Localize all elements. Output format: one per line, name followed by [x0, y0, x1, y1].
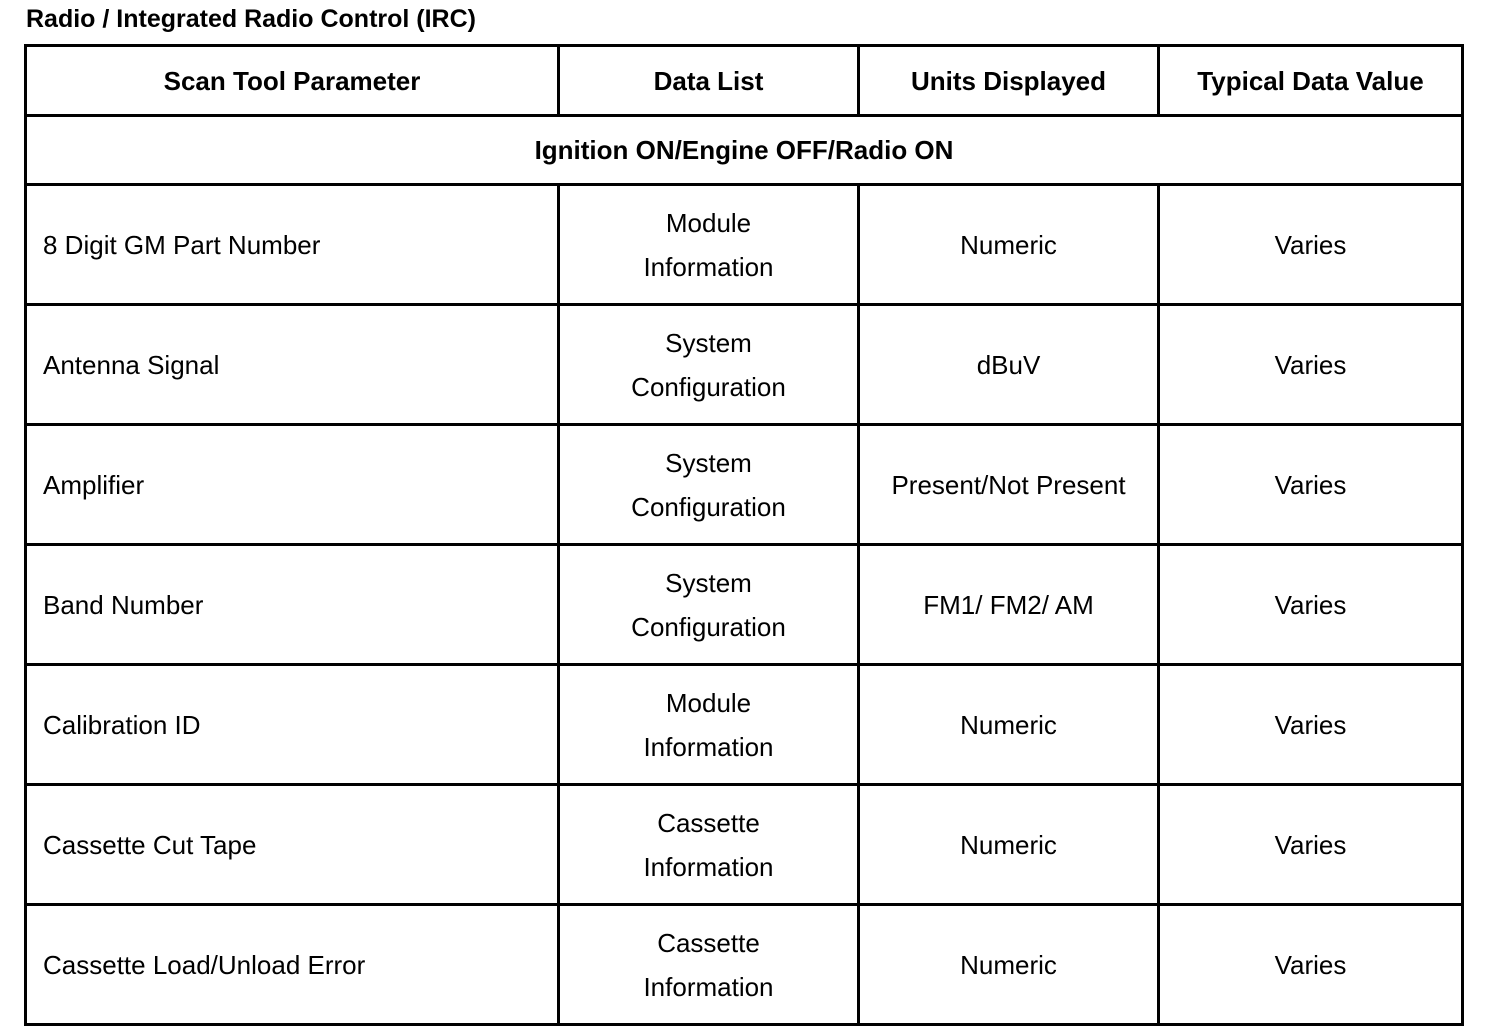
- units-cell: Present/Not Present: [859, 425, 1159, 545]
- data-list-line: System: [665, 567, 752, 598]
- data-list-line: Cassette: [657, 927, 760, 958]
- header-units-displayed: Units Displayed: [859, 46, 1159, 116]
- data-list-line: Module: [665, 687, 752, 718]
- table-row: [26, 785, 1463, 905]
- header-row: [26, 46, 1463, 116]
- header-typical-data-value: Typical Data Value: [1159, 46, 1463, 116]
- typical-value-cell: Varies: [1159, 665, 1463, 785]
- units-cell: FM1/ FM2/ AM: [859, 545, 1159, 665]
- data-list-line: Information: [643, 971, 774, 1002]
- units-cell: Numeric: [859, 185, 1159, 305]
- data-list-line: Configuration: [631, 371, 786, 402]
- data-list-cell: [559, 545, 859, 665]
- typical-value-cell: Varies: [1159, 185, 1463, 305]
- typical-value-cell: Varies: [1159, 425, 1463, 545]
- header-data-list: Data List: [559, 46, 859, 116]
- units-cell: Numeric: [859, 665, 1159, 785]
- section-label: Ignition ON/Engine OFF/Radio ON: [26, 116, 1463, 185]
- units-cell: Numeric: [859, 785, 1159, 905]
- parameter-cell: Amplifier: [26, 425, 559, 545]
- typical-value-cell: Varies: [1159, 905, 1463, 1025]
- units-cell: Numeric: [859, 905, 1159, 1025]
- header-scan-tool-parameter: Scan Tool Parameter: [26, 46, 559, 116]
- data-list-line: System: [665, 327, 752, 358]
- table-row: [26, 545, 1463, 665]
- data-list-cell: [559, 185, 859, 305]
- data-list-line: Information: [643, 251, 774, 282]
- data-list-cell: [559, 305, 859, 425]
- data-list-line: Information: [643, 731, 774, 762]
- parameter-cell: 8 Digit GM Part Number: [26, 185, 559, 305]
- parameter-cell: Band Number: [26, 545, 559, 665]
- data-list-cell: [559, 425, 859, 545]
- data-list-line: System: [665, 447, 752, 478]
- section-row: [26, 116, 1463, 185]
- typical-value-cell: Varies: [1159, 305, 1463, 425]
- table-row: [26, 665, 1463, 785]
- typical-value-cell: Varies: [1159, 785, 1463, 905]
- data-list-cell: [559, 665, 859, 785]
- table-row: [26, 425, 1463, 545]
- table-row: [26, 905, 1463, 1025]
- document-title: Radio / Integrated Radio Control (IRC): [26, 5, 476, 33]
- data-list-cell: [559, 785, 859, 905]
- data-list-cell: [559, 905, 859, 1025]
- scan-tool-data-table: [24, 44, 1464, 1026]
- data-list-line: Configuration: [631, 611, 786, 642]
- data-list-line: Module: [665, 207, 752, 238]
- parameter-cell: Antenna Signal: [26, 305, 559, 425]
- data-list-line: Cassette: [657, 807, 760, 838]
- data-list-line: Configuration: [631, 491, 786, 522]
- parameter-cell: Cassette Load/Unload Error: [26, 905, 559, 1025]
- data-list-line: Information: [643, 851, 774, 882]
- parameter-cell: Calibration ID: [26, 665, 559, 785]
- parameter-cell: Cassette Cut Tape: [26, 785, 559, 905]
- typical-value-cell: Varies: [1159, 545, 1463, 665]
- units-cell: dBuV: [859, 305, 1159, 425]
- table-row: [26, 305, 1463, 425]
- table-row: [26, 185, 1463, 305]
